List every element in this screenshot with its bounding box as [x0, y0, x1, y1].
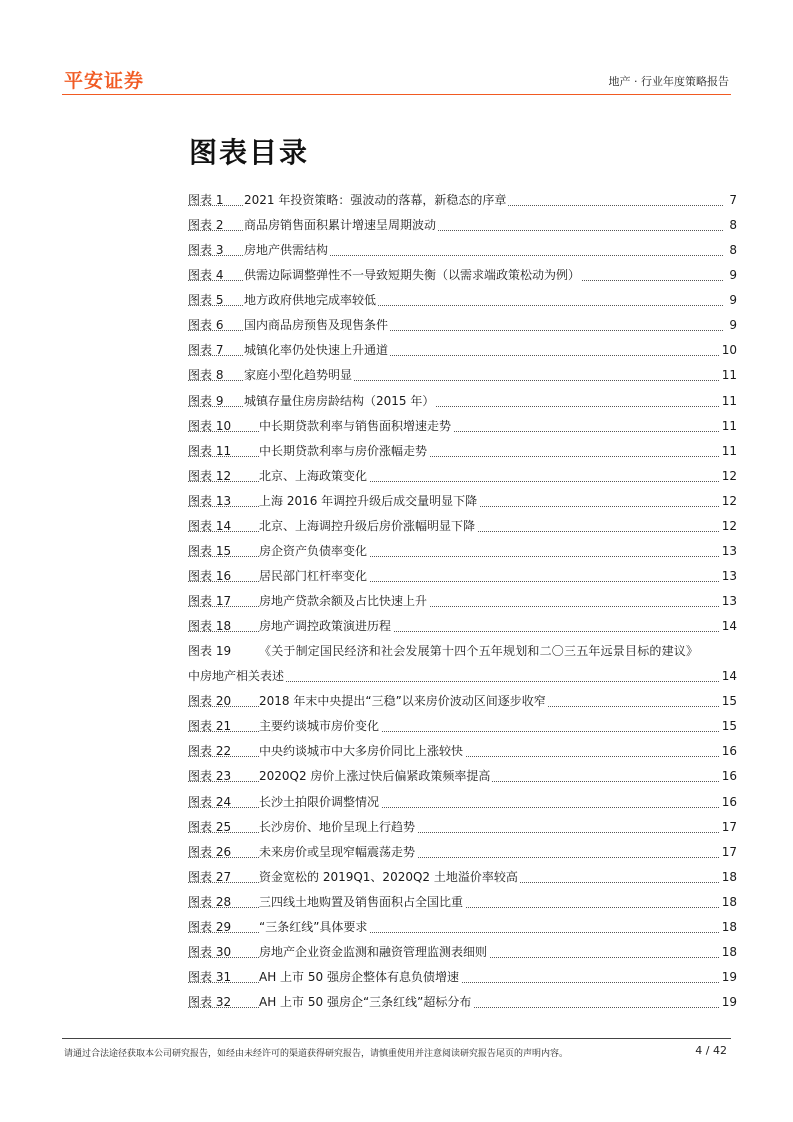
toc-entry[interactable] — [188, 539, 737, 564]
toc-entry-label: 图表 31 — [188, 965, 231, 990]
toc-entry-title[interactable]: 房地产调控政策演进历程 — [259, 614, 393, 639]
report-type: 地产 · 行业年度策略报告 — [608, 75, 729, 88]
toc-entry-page: 13 — [720, 564, 737, 589]
toc-entry-page: 13 — [720, 539, 737, 564]
toc-entry[interactable] — [188, 689, 737, 714]
toc-entry[interactable] — [188, 865, 737, 890]
toc-entry-page: 18 — [720, 865, 737, 890]
toc-entry-label: 图表 14 — [188, 514, 231, 539]
toc-entry-title[interactable]: 主要约谈城市房价变化 — [259, 714, 381, 739]
toc-entry-page: 15 — [720, 714, 737, 739]
toc-entry-label: 图表 8 — [188, 363, 223, 388]
toc-entry-label: 图表 32 — [188, 990, 231, 1015]
toc-entry-label: 图表 22 — [188, 739, 231, 764]
toc-entry[interactable] — [188, 890, 737, 915]
toc-entry-title[interactable]: 居民部门杠杆率变化 — [259, 564, 369, 589]
toc-entry[interactable] — [188, 464, 737, 489]
toc-entry-page: 14 — [720, 664, 737, 689]
toc-entry[interactable] — [188, 363, 737, 388]
toc-entry[interactable] — [188, 288, 737, 313]
toc-entry[interactable] — [188, 940, 737, 965]
toc-entry-title[interactable]: 北京、上海政策变化 — [259, 464, 369, 489]
toc-entry-label: 图表 26 — [188, 840, 231, 865]
toc-entry-label: 图表 17 — [188, 589, 231, 614]
toc-entry[interactable] — [188, 739, 737, 764]
toc-entry-title[interactable]: 中长期贷款利率与销售面积增速走势 — [259, 414, 453, 439]
toc-entry-title[interactable]: 房地产贷款余额及占比快速上升 — [259, 589, 429, 614]
toc-entry-page: 7 — [727, 188, 737, 213]
toc-entry-page: 16 — [720, 764, 737, 789]
toc-entry-label: 图表 25 — [188, 815, 231, 840]
toc-entry-label: 图表 21 — [188, 714, 231, 739]
toc-entry-continuation[interactable] — [188, 664, 737, 689]
toc-entry[interactable] — [188, 840, 737, 865]
toc-entry-title[interactable]: 《关于制定国民经济和社会发展第十四个五年规划和二〇三五年远景目标的建议》 — [259, 639, 700, 664]
toc-entry-label: 图表 10 — [188, 414, 231, 439]
toc-entry-title[interactable]: 家庭小型化趋势明显 — [244, 363, 354, 388]
toc-entry-title[interactable]: 长沙房价、地价呈现上行趋势 — [259, 815, 417, 840]
toc-entry-title[interactable]: 上海 2016 年调控升级后成交量明显下降 — [259, 489, 479, 514]
toc-entry-label: 图表 15 — [188, 539, 231, 564]
toc-entry-label: 图表 9 — [188, 389, 223, 414]
toc-entry-page: 16 — [720, 790, 737, 815]
toc-entry-label: 图表 30 — [188, 940, 231, 965]
toc-entry[interactable] — [188, 439, 737, 464]
toc-entry-page: 8 — [727, 213, 737, 238]
toc-entry-page: 19 — [720, 990, 737, 1015]
toc-entry-title[interactable]: 中央约谈城市中大多房价同比上涨较快 — [259, 739, 465, 764]
toc-entry-page: 12 — [720, 489, 737, 514]
toc-entry-page: 12 — [720, 514, 737, 539]
toc-entry[interactable] — [188, 990, 737, 1015]
toc-entry-page: 19 — [720, 965, 737, 990]
toc-entry-title[interactable]: 中长期贷款利率与房价涨幅走势 — [259, 439, 429, 464]
toc-entry-title[interactable]: “三条红线”具体要求 — [259, 915, 369, 940]
company-logo: 平安证券 — [64, 70, 145, 92]
toc-entry-title[interactable]: 国内商品房预售及现售条件 — [244, 313, 390, 338]
toc-entry-page: 15 — [720, 689, 737, 714]
toc-entry-page: 9 — [727, 313, 737, 338]
page-number: 4 / 42 — [695, 1044, 727, 1057]
toc-entry-label: 图表 19 — [188, 639, 231, 664]
toc-entry-label: 图表 4 — [188, 263, 223, 288]
toc-entry-title[interactable]: 2021 年投资策略：强波动的落幕，新稳态的序章 — [244, 188, 508, 213]
toc-entry-label: 图表 7 — [188, 338, 223, 363]
toc-entry[interactable] — [188, 313, 737, 338]
toc-entry-page: 9 — [727, 263, 737, 288]
toc-entry-page: 11 — [720, 363, 737, 388]
toc-entry-page: 13 — [720, 589, 737, 614]
toc-entry-title[interactable]: 房地产供需结构 — [244, 238, 330, 263]
toc-entry[interactable] — [188, 263, 737, 288]
toc-entry-label: 图表 20 — [188, 689, 231, 714]
toc-entry-page: 18 — [720, 890, 737, 915]
toc-entry-page: 14 — [720, 614, 737, 639]
toc-entry[interactable] — [188, 790, 737, 815]
toc-entry-title[interactable]: AH 上市 50 强房企“三条红线”超标分布 — [259, 990, 473, 1015]
toc-entry-title[interactable]: 商品房销售面积累计增速呈周期波动 — [244, 213, 438, 238]
toc-entry[interactable] — [188, 564, 737, 589]
toc-entry[interactable] — [188, 213, 737, 238]
toc-entry-title[interactable]: 2020Q2 房价上涨过快后偏紧政策频率提高 — [259, 764, 492, 789]
toc-entry-page: 9 — [727, 288, 737, 313]
toc-entry[interactable] — [188, 714, 737, 739]
toc-entry[interactable] — [188, 414, 737, 439]
toc-entry-title[interactable]: AH 上市 50 强房企整体有息负债增速 — [259, 965, 461, 990]
toc-entry-page: 12 — [720, 464, 737, 489]
toc-entry[interactable] — [188, 188, 737, 213]
toc-entry-label: 图表 11 — [188, 439, 231, 464]
toc-entry[interactable] — [188, 639, 737, 664]
toc-entry-title[interactable]: 房地产企业资金监测和融资管理监测表细则 — [259, 940, 489, 965]
toc-entry-title[interactable]: 地方政府供地完成率较低 — [244, 288, 378, 313]
toc-entry-title-continued[interactable]: 中房地产相关表述 — [188, 664, 286, 689]
toc-entry-page: 18 — [720, 940, 737, 965]
toc-entry-page: 10 — [720, 338, 737, 363]
toc-entry-label: 图表 18 — [188, 614, 231, 639]
toc-entry-title[interactable]: 长沙土拍限价调整情况 — [259, 790, 381, 815]
toc-entry-title[interactable]: 城镇存量住房房龄结构（2015 年） — [244, 389, 436, 414]
toc-entry-label: 图表 1 — [188, 188, 223, 213]
toc-entry-label: 图表 5 — [188, 288, 223, 313]
toc-entry-label: 图表 23 — [188, 764, 231, 789]
toc-entry[interactable] — [188, 238, 737, 263]
toc-entry-page: 18 — [720, 915, 737, 940]
toc-entry-page: 11 — [720, 439, 737, 464]
toc-entry-title[interactable]: 未来房价或呈现窄幅震荡走势 — [259, 840, 417, 865]
toc-entry[interactable] — [188, 514, 737, 539]
toc-entry-label: 图表 13 — [188, 489, 231, 514]
toc-entry-title[interactable]: 供需边际调整弹性不一导致短期失衡（以需求端政策松动为例） — [244, 263, 582, 288]
toc-entry[interactable] — [188, 338, 737, 363]
toc-entry[interactable] — [188, 965, 737, 990]
header-divider — [62, 94, 731, 95]
toc-entry[interactable] — [188, 489, 737, 514]
toc-entry-page: 11 — [720, 389, 737, 414]
toc-entry-label: 图表 24 — [188, 790, 231, 815]
toc-entry-title[interactable]: 城镇化率仍处快速上升通道 — [244, 338, 390, 363]
toc-entry-label: 图表 2 — [188, 213, 223, 238]
toc-entry-title[interactable]: 房企资产负债率变化 — [259, 539, 369, 564]
toc-entry-label: 图表 16 — [188, 564, 231, 589]
toc-entry[interactable] — [188, 389, 737, 414]
toc-entry-page: 8 — [727, 238, 737, 263]
toc-entry-label: 图表 3 — [188, 238, 223, 263]
footer-divider — [62, 1038, 731, 1039]
toc-entry[interactable] — [188, 614, 737, 639]
footer-disclaimer: 请通过合法途径获取本公司研究报告，如经由未经许可的渠道获得研究报告，请慎重使用并注意阅读研究报告尾页的声明内容。 — [64, 1049, 569, 1059]
toc-entry-label: 图表 27 — [188, 865, 231, 890]
toc-entry-title[interactable]: 2018 年末中央提出“三稳”以来房价波动区间逐步收窄 — [259, 689, 548, 714]
toc-entry[interactable] — [188, 815, 737, 840]
toc-entry[interactable] — [188, 589, 737, 614]
table-of-figures — [188, 188, 737, 1015]
toc-entry-page: 17 — [720, 840, 737, 865]
toc-entry-label: 图表 12 — [188, 464, 231, 489]
toc-entry-label: 图表 28 — [188, 890, 231, 915]
toc-entry-page: 17 — [720, 815, 737, 840]
toc-entry-title[interactable]: 北京、上海调控升级后房价涨幅明显下降 — [259, 514, 477, 539]
toc-entry-page: 11 — [720, 414, 737, 439]
toc-entry-title[interactable]: 资金宽松的 2019Q1、2020Q2 土地溢价率较高 — [259, 865, 520, 890]
toc-entry-title[interactable]: 三四线土地购置及销售面积占全国比重 — [259, 890, 465, 915]
page-title: 图表目录 — [189, 136, 310, 169]
toc-entry[interactable] — [188, 915, 737, 940]
toc-entry[interactable] — [188, 764, 737, 789]
toc-entry-label: 图表 6 — [188, 313, 223, 338]
toc-entry-label: 图表 29 — [188, 915, 231, 940]
toc-entry-page: 16 — [720, 739, 737, 764]
